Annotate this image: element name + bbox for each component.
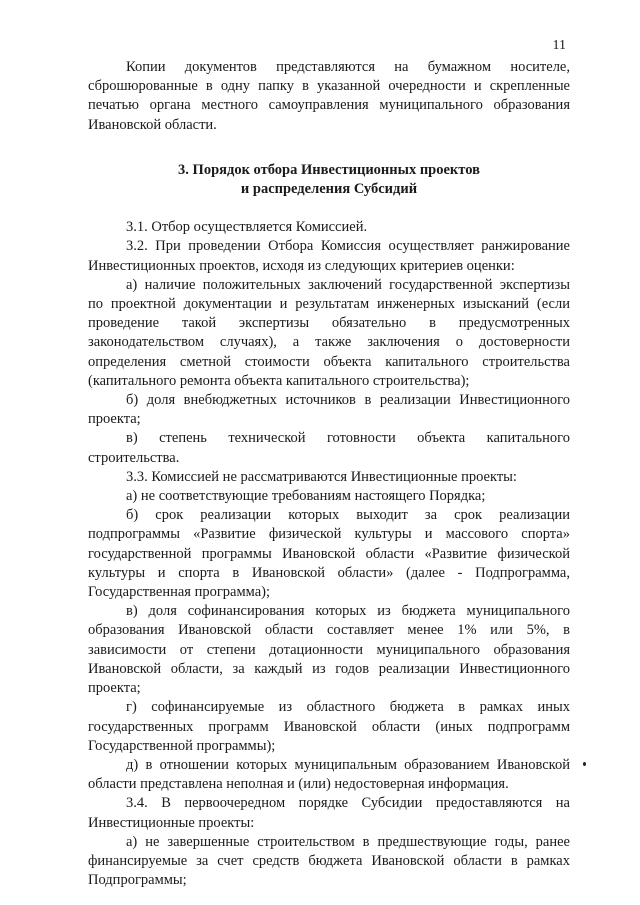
exclusion-g: г) софинансируемые из областного бюджета в рамках иных государственных программ Ивановской области (иных подпрограмм Государственной программы); (88, 699, 570, 754)
clause-3-2: 3.2. При проведении Отбора Комиссия осуществляет ранжирование Инвестиционных проектов, исходя из следующих критериев оценки: (88, 238, 570, 274)
section-heading-line-2: и распределения Субсидий (240, 181, 418, 198)
scan-speck (583, 762, 586, 766)
criterion-a: а) наличие положительных заключений государственной экспертизы по проектной документации и результатам инженерных изысканий (если проведение такой экспертизы обязательно в предусмотренных законодательством случаях), а также заключения о достоверности определения сметной стоимости объекта капитального строительства (капитального ремонта объекта капитального строительства); (88, 276, 570, 389)
clause-3-1: 3.1. Отбор осуществляется Комиссией. (126, 219, 368, 236)
exclusion-a: а) не соответствующие требованиям настоящего Порядка; (126, 488, 486, 505)
intro-paragraph: Копии документов представляются на бумажном носителе, сброшюрованные в одну папку в указанной очередности и скрепленные печатью органа местного самоуправления муниципального образования Ивановской области. (88, 59, 570, 133)
criterion-b: б) доля внебюджетных источников в реализации Инвестиционного проекта; (88, 392, 570, 428)
criterion-v: в) степень технической готовности объекта капитального строительства. (88, 430, 570, 466)
exclusion-v: в) доля софинансирования которых из бюджета муниципального образования Ивановской области составляет менее 1% или 5%, в зависимости от степени дотационности муниципального образования Ивановской области, за каждый из годов реализации Инвестиционного проекта; (88, 603, 570, 697)
clause-3-3: 3.3. Комиссией не рассматриваются Инвестиционные проекты: (126, 468, 517, 485)
exclusion-b: б) срок реализации которых выходит за срок реализации подпрограммы «Развитие физической культуры и массового спорта» государственной программы Ивановской области «Развитие физической культуры и спорта в Ивановской области» (далее - Подпрограмма, Государственная программа); (88, 507, 570, 601)
section-heading (88, 161, 570, 199)
page-number: 11 (552, 38, 566, 53)
clause-3-4: 3.4. В первоочередном порядке Субсидии предоставляются на Инвестиционные проекты: (88, 795, 570, 831)
exclusion-d: д) в отношении которых муниципальным образованием Ивановской области представлена неполная и (или) недостоверная информация. (88, 756, 570, 793)
document-body (88, 58, 570, 890)
priority-a: а) не завершенные строительством в предшествующие годы, ранее финансируемые за счет средств бюджета Ивановской области в рамках Подпрограммы; (88, 833, 570, 889)
section-heading-line-1: 3. Порядок отбора Инвестиционных проектов (178, 161, 480, 178)
